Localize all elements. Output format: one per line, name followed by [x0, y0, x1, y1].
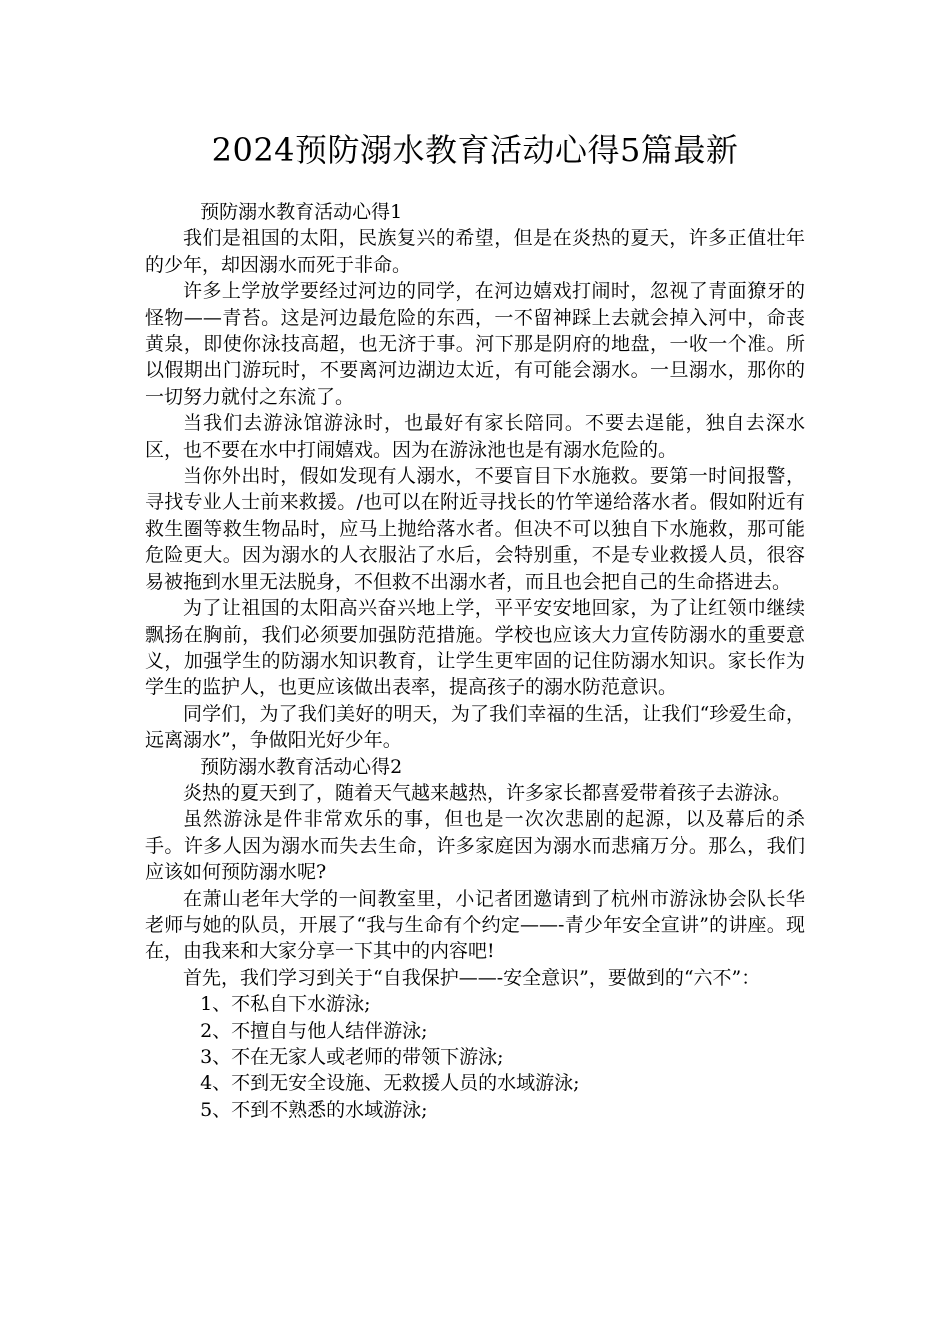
list-item: 2、不擅自与他人结伴游泳;: [200, 1019, 428, 1042]
section-heading: 预防溺水教育活动心得2: [200, 755, 403, 778]
section-heading: 预防溺水教育活动心得1: [200, 201, 403, 223]
body-paragraph: 我们是祖国的太阳，民族复兴的希望，但是在炎热的夏天，许多正值壮年的少年，却因溺水而死于非命。: [145, 227, 805, 276]
body-paragraph: 在萧山老年大学的一间教室里，小记者团邀请到了杭州市游泳协会队长华老师与她的队员，开展了“我与生命有个约定——-青少年安全宣讲”的讲座。现在，由我来和大家分享一下其中的内容吧!: [145, 887, 805, 963]
body-paragraph: 为了让祖国的太阳高兴奋兴地上学，平平安安地回家，为了让红领巾继续飘扬在胸前，我们必须要加强防范措施。学校也应该大力宣传防溺水的重要意义，加强学生的防溺水知识教育，让学生更牢固的记住防溺水知识。家长作为学生的监护人，也更应该做出表率，提高孩子的溺水防范意识。: [145, 597, 805, 699]
body-paragraph: 当你外出时，假如发现有人溺水，不要盲目下水施救。要第一时间报警，寻找专业人士前来救援。/也可以在附近寻找长的竹竿递给落水者。假如附近有救生圈等救生物品时，应马上抛给落水者。但决不可以独自下水施救，那可能危险更大。因为溺水的人衣服沾了水后，会特别重，不是专业救援人员，很容易被拖到水里无法脱身，不但救不出溺水者，而且也会把自己的生命搭进去。: [145, 465, 805, 593]
body-paragraph: 许多上学放学要经过河边的同学，在河边嬉戏打闹时，忽视了青面獠牙的怪物——青苔。这是河边最危险的东西，一不留神踩上去就会掉入河中，命丧黄泉，即使你泳技高超，也无济于事。河下那是阴府的地盘，一收一个准。所以假期出门游玩时，不要离河边湖边太近，有可能会溺水。一旦溺水，那你的一切努力就付之东流了。: [145, 280, 805, 408]
body-paragraph: 炎热的夏天到了，随着天气越来越热，许多家长都喜爱带着孩子去游泳。: [183, 781, 792, 804]
list-item: 5、不到不熟悉的水域游泳;: [200, 1098, 428, 1121]
document-title: 2024预防溺水教育活动心得5篇最新: [211, 131, 739, 169]
body-paragraph: 同学们，为了我们美好的明天，为了我们幸福的生活，让我们“珍爱生命，远离溺水”，争做阳光好少年。: [145, 702, 805, 752]
body-paragraph: 当我们去游泳馆游泳时，也最好有家长陪同。不要去逞能，独自去深水区，也不要在水中打闹嬉戏。因为在游泳池也是有溺水危险的。: [145, 412, 805, 461]
body-paragraph: 虽然游泳是件非常欢乐的事，但也是一次次悲剧的起源，以及幕后的杀手。许多人因为溺水而失去生命，许多家庭因为溺水而悲痛万分。那么，我们应该如何预防溺水呢?: [145, 808, 805, 884]
list-item: 4、不到无安全设施、无救援人员的水域游泳;: [200, 1072, 580, 1095]
list-item: 1、不私自下水游泳;: [200, 993, 371, 1016]
document-body: [145, 199, 805, 1123]
body-paragraph: 首先，我们学习到关于“自我保护——-安全意识”，要做到的“六不”：: [183, 966, 761, 989]
list-item: 3、不在无家人或老师的带领下游泳;: [200, 1046, 504, 1068]
